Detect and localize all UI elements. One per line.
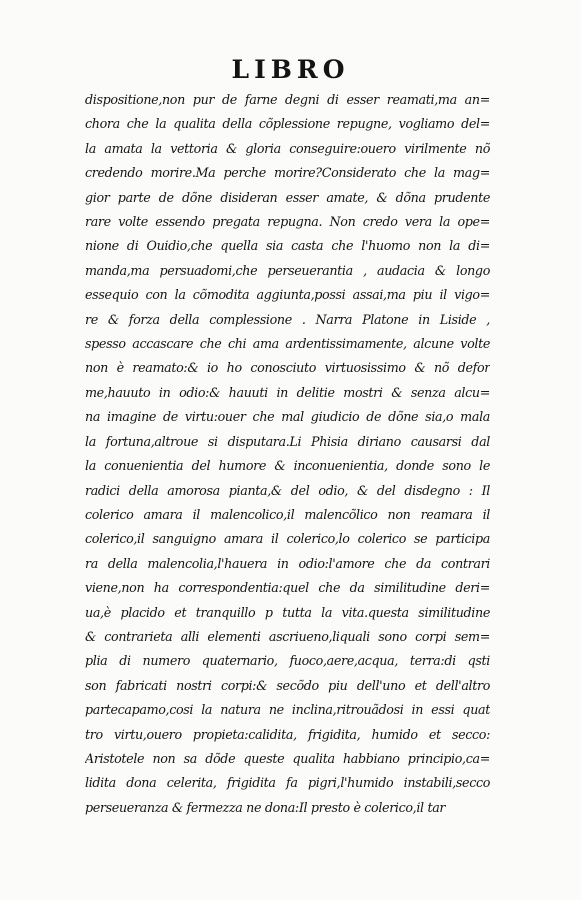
text-line: la conuenientia del humore & inconuenientia, donde sono le [85, 458, 490, 474]
text-line: ua,è placido et tranquillo p tutta la vita.questa similitudine [85, 604, 490, 620]
text-line: lidita dona celerita, frigidita fa pigri,l'humido instabili,secco [85, 775, 490, 791]
text-line: essequio con la cõmodita aggiunta,possi assai,ma piu il vigo= [85, 287, 490, 303]
text-line: partecapamo,cosi la natura ne inclina,ritrouãdosi in essi quat [85, 702, 490, 718]
page-header: LIBRO [231, 55, 350, 84]
text-line: la amata la vettoria & gloria conseguire:ouero virilmente nõ [85, 140, 490, 156]
text-line: rare volte essendo pregata repugna. Non credo vera la ope= [85, 214, 490, 230]
text-line: viene,non ha correspondentia:quel che da similitudine deri= [85, 580, 490, 596]
text-line: credendo morire.Ma perche morire?Considerato che la mag= [85, 165, 490, 181]
body-text [85, 88, 490, 820]
text-line: radici della amorosa pianta,& del odio, & del disdegno : Il [85, 482, 490, 498]
text-line: re & forza della complessione . Narra Platone in Liside , [85, 311, 490, 327]
text-line: dispositione,non pur de farne degni di esser reamati,ma an= [85, 92, 490, 107]
text-line: non è reamato:& io ho conosciuto virtuosissimo & nõ defor [85, 360, 490, 376]
text-line: tro virtu,ouero propieta:calidita, frigidita, humido et secco: [85, 726, 490, 742]
text-line: gior parte de dõne disideran esser amate, & dõna prudente [85, 189, 490, 205]
text-line: son fabricati nostri corpi:& secõdo piu dell'uno et dell'altro [85, 677, 490, 693]
text-line: chora che la qualita della cõplessione repugne, vogliamo del= [85, 116, 490, 132]
text-line: nione di Ouidio,che quella sia casta che l'huomo non la di= [85, 238, 490, 254]
text-line: ra della malencolia,l'hauera in odio:l'amore che da contrari [85, 555, 490, 571]
text-line: na imagine de virtu:ouer che mal giudicio de dõne sia,o mala [85, 409, 490, 425]
text-line: & contrarieta alli elementi ascriueno,liquali sono corpi sem= [85, 628, 490, 644]
text-line: colerico amara il malencolico,il malencõlico non reamara il [85, 506, 490, 522]
text-line: spesso accascare che chi ama ardentissimamente, alcune volte [85, 336, 490, 352]
text-line: me,hauuto in odio:& hauuti in delitie mostri & senza alcu= [85, 384, 490, 400]
text-line: la fortuna,altroue si disputara.Li Phisia diriano causarsi dal [85, 433, 490, 449]
text-line: perseueranza & fermezza ne dona:Il presto è colerico,il tar [85, 799, 446, 815]
text-line: colerico,il sanguigno amara il colerico,lo colerico se participa [85, 531, 490, 547]
text-line: Aristotele non sa dõde queste qualita habbiano principio,ca= [85, 750, 490, 766]
text-line: plia di numero quaternario, fuoco,aere,acqua, terra:di qsti [85, 653, 490, 669]
text-line: manda,ma persuadomi,che perseuerantia , audacia & longo [85, 262, 490, 278]
